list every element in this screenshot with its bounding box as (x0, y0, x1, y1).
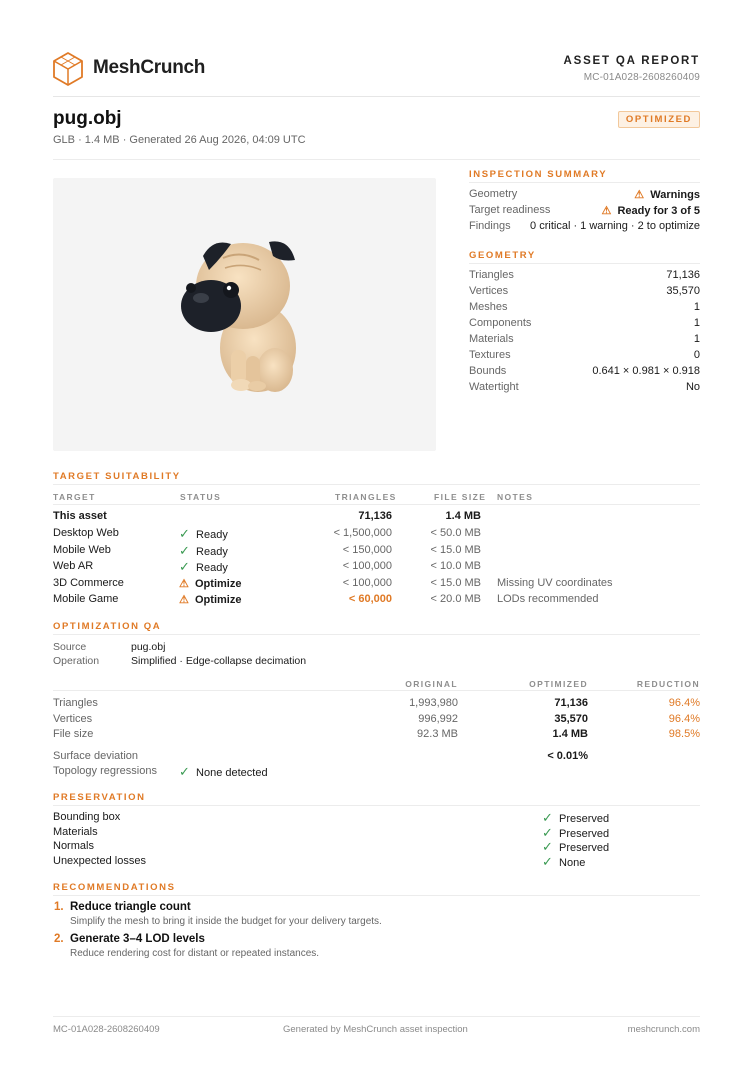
checkmark-icon: ✓ (542, 839, 553, 854)
asset-name: pug.obj (53, 108, 122, 129)
geometry-title: GEOMETRY (469, 250, 536, 261)
geometry-row (469, 285, 700, 301)
triangles-value: < 150,000 (342, 544, 392, 556)
row-label: Components (469, 317, 532, 329)
divider (53, 634, 700, 635)
report-page (53, 0, 700, 1069)
row-value: 0 (693, 349, 700, 361)
col-header-triangles: TRIANGLES (335, 492, 397, 502)
source-value: pug.obj (131, 641, 166, 653)
recommendation-title: Generate 3–4 LOD levels (70, 933, 205, 945)
checkmark-icon: ✓ (179, 526, 190, 541)
surface-deviation-label: Surface deviation (53, 750, 138, 762)
row-label: Geometry (469, 188, 518, 200)
divider (53, 484, 700, 485)
divider (53, 690, 700, 691)
row-value: 0.641 × 0.981 × 0.918 (592, 365, 700, 377)
notes-value: LODs recommended (497, 593, 599, 605)
triangles-value: < 1,500,000 (333, 527, 392, 539)
status-value: Optimize (195, 594, 242, 606)
checkmark-icon: ✓ (542, 810, 553, 825)
notes-value: Missing UV coordinates (497, 577, 613, 589)
col-header-optimized: OPTIMIZED (529, 679, 588, 689)
recommendation-description: Reduce rendering cost for distant or repeated instances. (70, 948, 320, 959)
preservation-label: Materials (53, 826, 98, 838)
file-size-value: < 50.0 MB (430, 527, 481, 539)
preservation-value: Preserved (559, 828, 610, 840)
metric-label: Triangles (53, 697, 98, 709)
recommendation-description: Simplify the mesh to bring it inside the budget for your delivery targets. (70, 916, 382, 927)
row-value: 1 (693, 333, 700, 345)
warning-triangle-icon: ⚠ (601, 205, 612, 217)
status-value: Ready (196, 529, 228, 541)
preservation-label: Normals (53, 840, 94, 852)
inspection-row-readiness (469, 204, 700, 220)
footer-report-id: MC-01A028-2608260409 (53, 1024, 160, 1035)
model-preview (53, 178, 436, 451)
divider (53, 805, 700, 806)
surface-deviation-value: < 0.01% (547, 750, 588, 762)
row-value: 35,570 (666, 285, 700, 297)
inspection-row-geometry (469, 188, 700, 204)
col-header-reduction: REDUCTION (636, 679, 700, 689)
optimized-value: 71,136 (554, 697, 588, 709)
col-header-target: TARGET (53, 492, 96, 502)
divider (469, 182, 700, 183)
reduction-value: 98.5% (668, 728, 700, 740)
row-label: Triangles (469, 269, 514, 281)
divider (469, 263, 700, 264)
row-label: Watertight (469, 381, 519, 393)
reduction-value: 96.4% (668, 713, 700, 725)
row-label: Vertices (469, 285, 509, 297)
cube-logo-icon (53, 52, 83, 86)
status-value: Ready (196, 562, 228, 574)
target-name: Web AR (53, 560, 94, 572)
geometry-row (469, 365, 700, 381)
brand-name: MeshCrunch (93, 57, 206, 78)
optimization-qa-title: OPTIMIZATION QA (53, 621, 162, 632)
col-header-file-size: FILE SIZE (434, 492, 487, 502)
optimized-value: 1.4 MB (552, 728, 588, 740)
row-value: Ready for 3 of 5 (617, 205, 700, 217)
file-size-value: < 20.0 MB (430, 593, 481, 605)
divider (53, 895, 700, 896)
checkmark-icon: ✓ (542, 854, 553, 869)
preservation-label: Unexpected losses (53, 855, 146, 867)
checkmark-icon: ✓ (179, 559, 190, 574)
target-suitability-title: TARGET SUITABILITY (53, 471, 181, 482)
preservation-value: Preserved (559, 842, 610, 854)
file-size-value: < 10.0 MB (430, 560, 481, 572)
footer-generated-by: Generated by MeshCrunch asset inspection (283, 1024, 468, 1035)
recommendations-title: RECOMMENDATIONS (53, 882, 176, 893)
preservation-title: PRESERVATION (53, 792, 146, 803)
file-size-value: < 15.0 MB (430, 577, 481, 589)
row-label: Findings (469, 220, 511, 232)
warning-triangle-icon: ⚠ (179, 578, 189, 590)
row-value: 1 (693, 301, 700, 313)
col-header-notes: NOTES (497, 492, 534, 502)
reduction-value: 96.4% (668, 697, 700, 709)
geometry-row (469, 317, 700, 333)
row-label: Meshes (469, 301, 508, 313)
inspection-summary-title: INSPECTION SUMMARY (469, 169, 608, 180)
target-name: Desktop Web (53, 527, 119, 539)
geometry-row (469, 381, 700, 397)
warning-triangle-icon: ⚠ (634, 189, 645, 201)
checkmark-icon: ✓ (179, 764, 190, 779)
triangles-value: < 100,000 (342, 560, 392, 572)
operation-value: Simplified · Edge-collapse decimation (131, 655, 307, 667)
row-label: Bounds (469, 365, 507, 377)
row-value: No (685, 381, 700, 393)
report-id: MC-01A028-2608260409 (583, 72, 700, 83)
target-name: Mobile Game (53, 593, 119, 605)
pug-model-image (53, 178, 436, 451)
target-name: 3D Commerce (53, 577, 124, 589)
target-name: This asset (53, 510, 107, 522)
row-label: Textures (469, 349, 511, 361)
warning-triangle-icon: ⚠ (179, 594, 189, 606)
row-value: 1 (693, 317, 700, 329)
status-value: Optimize (195, 578, 242, 590)
row-value: 71,136 (666, 269, 700, 281)
geometry-row (469, 301, 700, 317)
row-label: Target readiness (469, 204, 551, 216)
operation-label: Operation (53, 655, 100, 667)
geometry-row (469, 333, 700, 349)
original-value: 1,993,980 (409, 697, 458, 709)
status-value: Ready (196, 546, 228, 558)
recommendation-title: Reduce triangle count (70, 901, 191, 913)
source-label: Source (53, 641, 87, 653)
divider (53, 504, 700, 505)
triangles-value: < 60,000 (348, 593, 392, 605)
col-header-original: ORIGINAL (405, 679, 458, 689)
original-value: 996,992 (418, 713, 458, 725)
geometry-row (469, 349, 700, 365)
metric-label: File size (53, 728, 94, 740)
preservation-label: Bounding box (53, 811, 121, 823)
topology-regressions-label: Topology regressions (53, 765, 157, 777)
preservation-value: Preserved (559, 813, 610, 825)
asset-meta: GLB · 1.4 MB · Generated 26 Aug 2026, 04:09 UTC (53, 134, 306, 146)
geometry-row (469, 269, 700, 285)
footer-website-link[interactable]: meshcrunch.com (627, 1024, 700, 1035)
triangles-value: 71,136 (358, 510, 392, 522)
original-value: 92.3 MB (417, 728, 458, 740)
row-value: 0 critical · 1 warning · 2 to optimize (530, 220, 700, 232)
triangles-value: < 100,000 (342, 577, 392, 589)
checkmark-icon: ✓ (542, 825, 553, 840)
topology-regressions-value: None detected (196, 767, 268, 779)
checkmark-icon: ✓ (179, 543, 190, 558)
report-header (53, 52, 700, 97)
row-value: Warnings (650, 189, 700, 201)
target-name: Mobile Web (53, 544, 111, 556)
recommendation-number: 1. (54, 901, 64, 913)
divider (53, 1016, 700, 1017)
divider (53, 159, 700, 160)
file-size-value: < 15.0 MB (430, 544, 481, 556)
col-header-status: STATUS (180, 492, 222, 502)
report-title: ASSET QA REPORT (563, 55, 700, 67)
inspection-row-findings (469, 220, 700, 236)
preservation-value: None (559, 857, 586, 869)
optimized-value: 35,570 (554, 713, 588, 725)
file-size-value: 1.4 MB (445, 510, 481, 522)
metric-label: Vertices (53, 713, 93, 725)
recommendation-number: 2. (54, 933, 64, 945)
status-badge: OPTIMIZED (618, 111, 700, 128)
row-label: Materials (469, 333, 514, 345)
